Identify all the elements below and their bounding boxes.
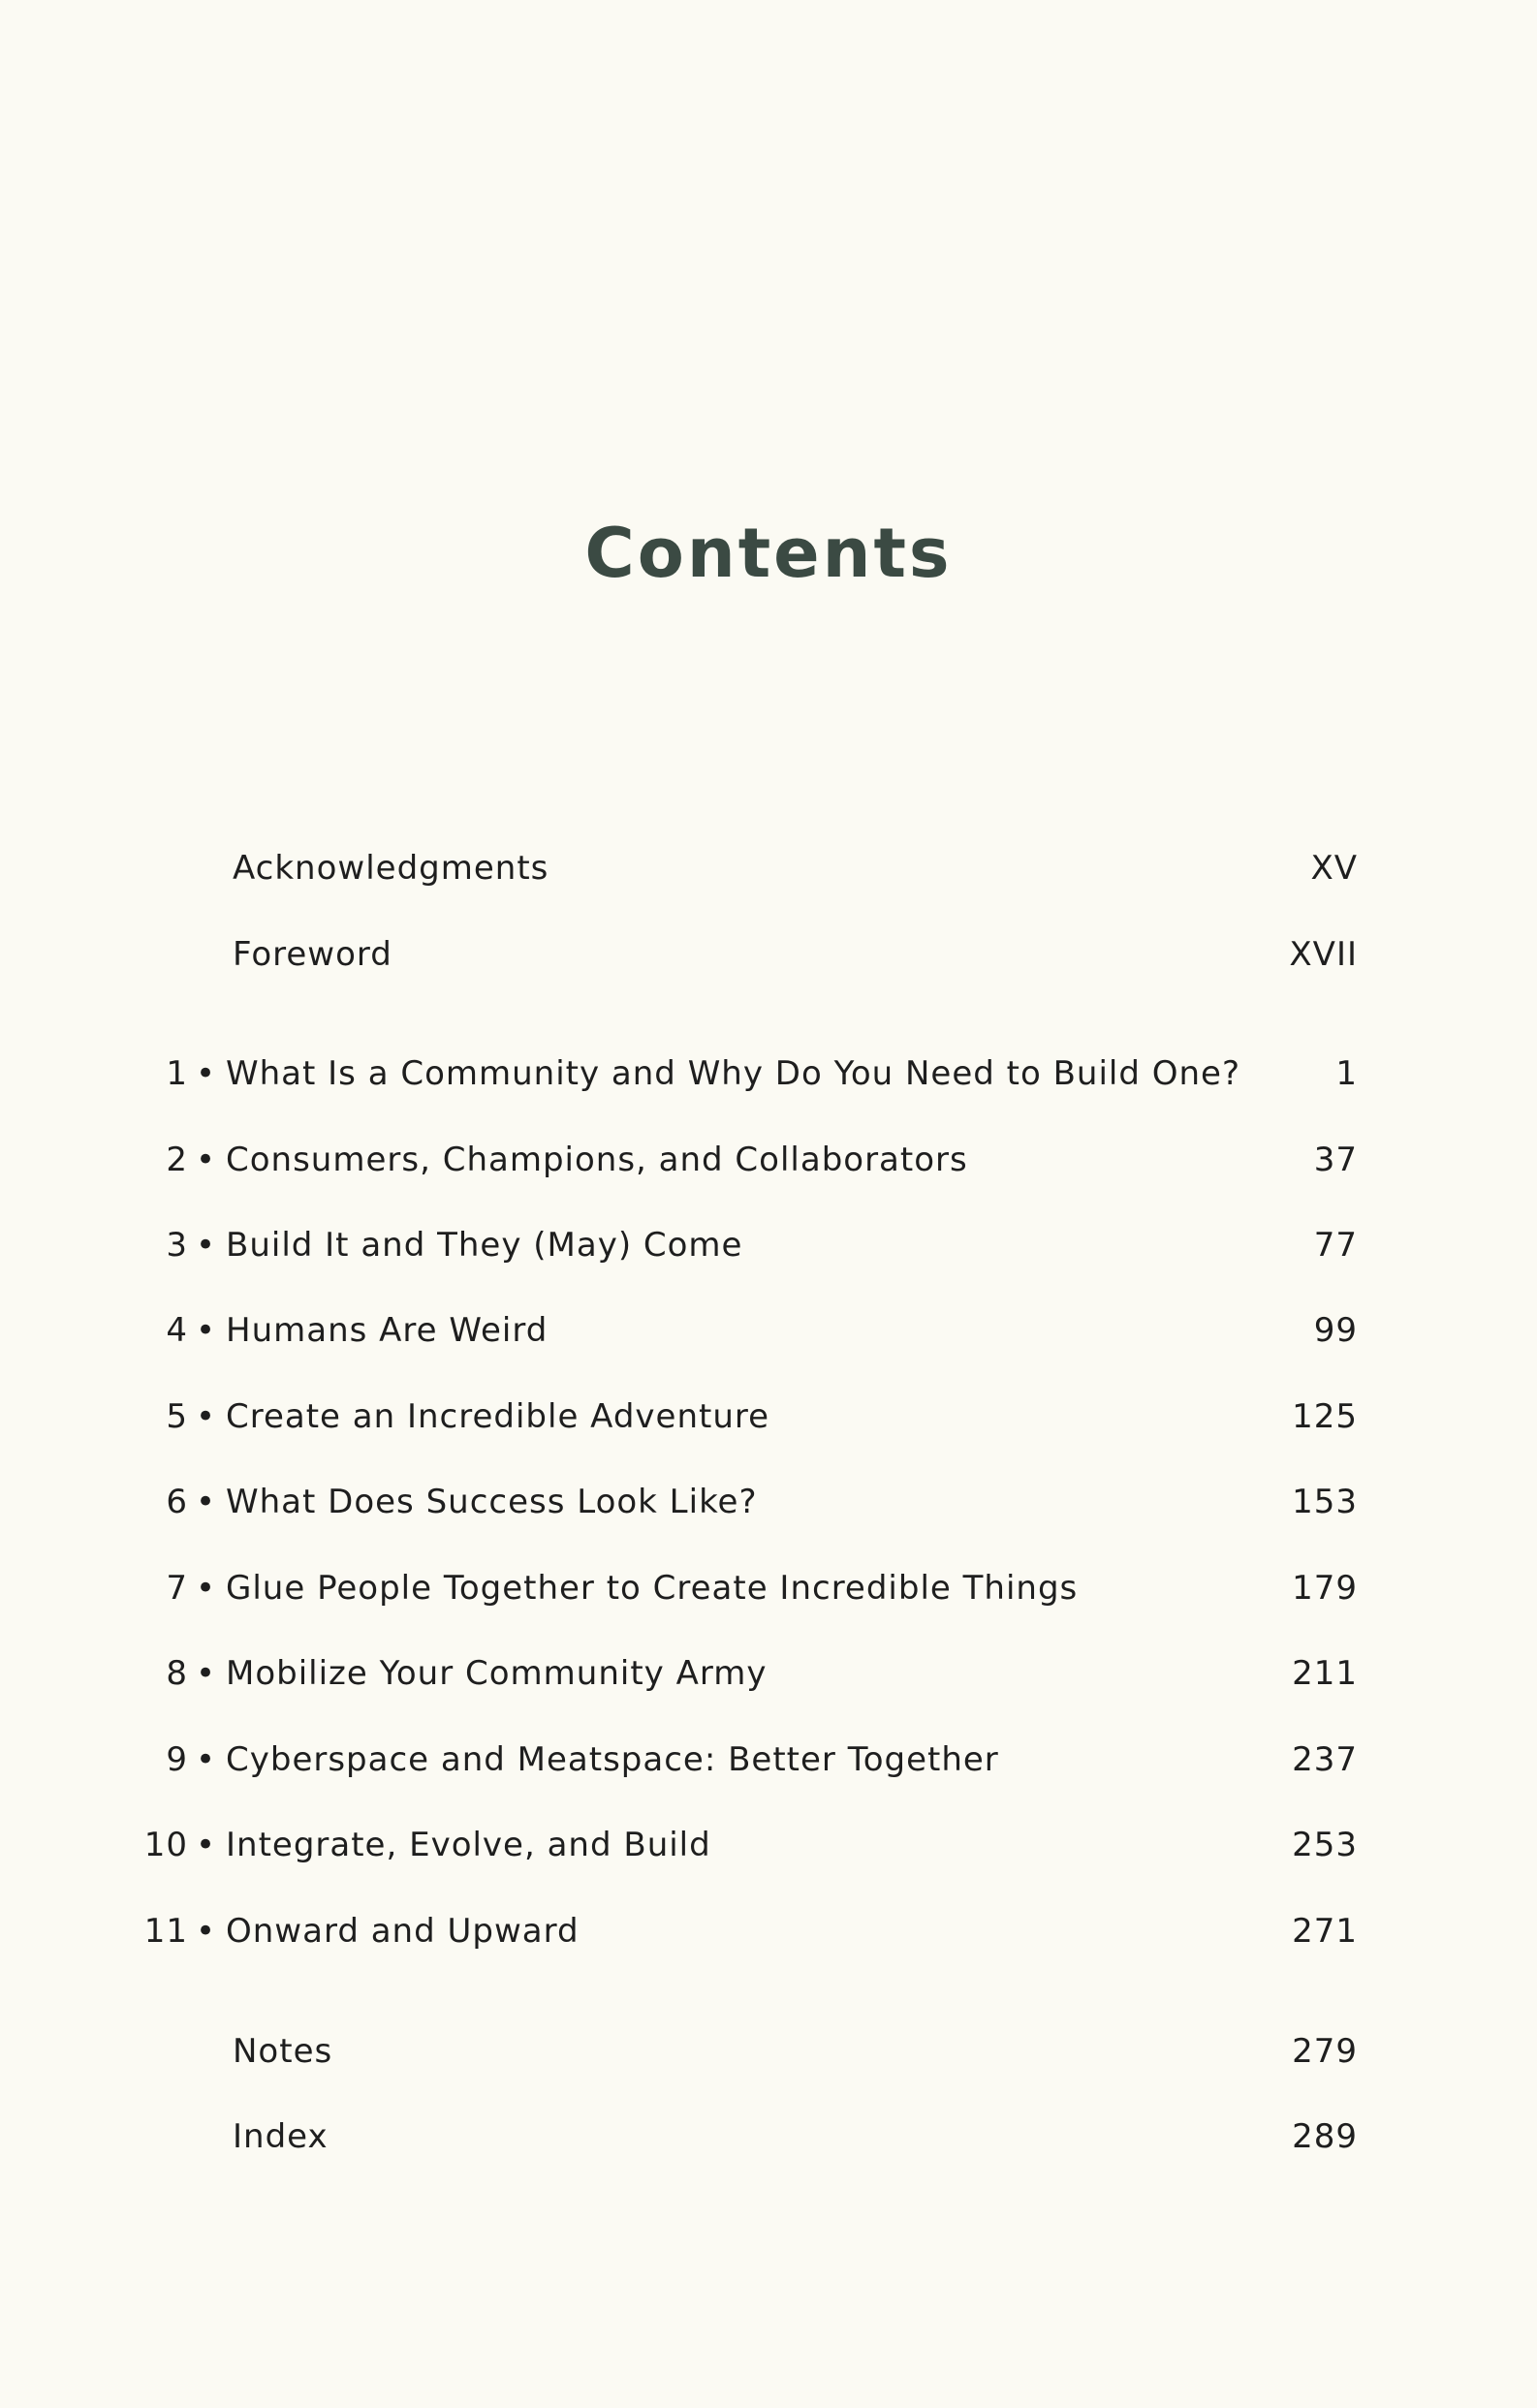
chapter-title: Mobilize Your Community Army: [226, 1654, 768, 1693]
chapter-title: Glue People Together to Create Incredible Things: [226, 1569, 1079, 1608]
toc-chapter-10: [0, 1816, 1537, 1874]
bullet-separator: •: [196, 1826, 217, 1864]
chapter-number: 10: [143, 1826, 188, 1864]
toc-chapter-6: [0, 1473, 1537, 1531]
chapter-number: 7: [166, 1569, 188, 1608]
chapter-page: 1: [1335, 1054, 1358, 1093]
bullet-separator: •: [196, 1141, 217, 1179]
toc-entry-page: 289: [1292, 2117, 1358, 2156]
chapter-page: 99: [1313, 1311, 1358, 1350]
bullet-separator: •: [196, 1311, 217, 1350]
chapter-title: Consumers, Champions, and Collaborators: [226, 1141, 968, 1179]
toc-entry-title: Index: [233, 2117, 329, 2156]
toc-entry-index: [0, 2108, 1537, 2166]
toc-entry-page: XV: [1310, 849, 1358, 888]
toc-entry-title: Acknowledgments: [233, 849, 549, 888]
chapter-number: 9: [166, 1740, 188, 1779]
bullet-separator: •: [196, 1654, 217, 1693]
chapter-title: What Does Success Look Like?: [226, 1483, 758, 1521]
toc-entry-title: Notes: [233, 2032, 333, 2071]
bullet-separator: •: [196, 1226, 217, 1265]
chapter-page: 179: [1292, 1569, 1358, 1608]
toc-chapter-2: [0, 1131, 1537, 1189]
chapter-number: 8: [166, 1654, 188, 1693]
chapter-number: 6: [166, 1483, 188, 1521]
bullet-separator: •: [196, 1054, 217, 1093]
bullet-separator: •: [196, 1483, 217, 1521]
chapter-number: 3: [166, 1226, 188, 1265]
chapter-number: 11: [143, 1912, 188, 1951]
chapter-page: 211: [1292, 1654, 1358, 1693]
page-title: Contents: [584, 514, 953, 593]
chapter-page: 125: [1292, 1397, 1358, 1436]
chapter-title: Onward and Upward: [226, 1912, 580, 1951]
chapter-number: 1: [166, 1054, 188, 1093]
chapter-page: 153: [1292, 1483, 1358, 1521]
chapter-title: What Is a Community and Why Do You Need to Build One?: [226, 1054, 1241, 1093]
toc-chapter-9: [0, 1731, 1537, 1789]
bullet-separator: •: [196, 1397, 217, 1436]
toc-entry-title: Foreword: [233, 935, 392, 974]
chapter-page: 237: [1292, 1740, 1358, 1779]
bullet-separator: •: [196, 1912, 217, 1951]
chapter-number: 5: [166, 1397, 188, 1436]
bullet-separator: •: [196, 1740, 217, 1779]
toc-entry-page: XVII: [1289, 935, 1358, 974]
chapter-title: Integrate, Evolve, and Build: [226, 1826, 711, 1864]
toc-chapter-5: [0, 1388, 1537, 1446]
toc-entry-notes: [0, 2022, 1537, 2080]
toc-entry-page: 279: [1292, 2032, 1358, 2071]
chapter-page: 253: [1292, 1826, 1358, 1864]
toc-chapter-1: [0, 1045, 1537, 1103]
toc-entry-acknowledgments: [0, 839, 1537, 897]
bullet-separator: •: [196, 1569, 217, 1608]
toc-chapter-8: [0, 1644, 1537, 1703]
chapter-title: Humans Are Weird: [226, 1311, 549, 1350]
chapter-title: Cyberspace and Meatspace: Better Together: [226, 1740, 999, 1779]
chapter-title: Create an Incredible Adventure: [226, 1397, 770, 1436]
chapter-title: Build It and They (May) Come: [226, 1226, 743, 1265]
toc-chapter-7: [0, 1559, 1537, 1617]
toc-chapter-11: [0, 1902, 1537, 1960]
chapter-page: 37: [1313, 1141, 1358, 1179]
toc-chapter-4: [0, 1301, 1537, 1360]
chapter-page: 271: [1292, 1912, 1358, 1951]
toc-entry-foreword: [0, 925, 1537, 984]
chapter-number: 4: [166, 1311, 188, 1350]
toc-chapter-3: [0, 1216, 1537, 1274]
chapter-number: 2: [166, 1141, 188, 1179]
chapter-page: 77: [1313, 1226, 1358, 1265]
